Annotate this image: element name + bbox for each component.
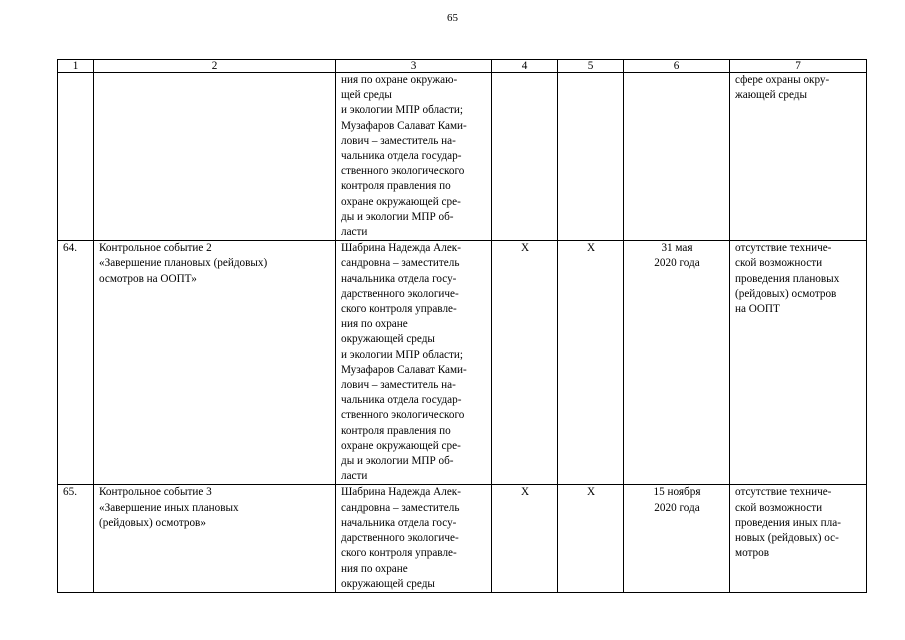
event-cell: [94, 485, 336, 592]
column-header-1: 1: [58, 60, 94, 73]
responsible-line: начальника отдела госу-: [341, 272, 457, 285]
risk-line: мотров: [735, 547, 770, 560]
column-header-2: 2: [94, 60, 336, 73]
responsible-line: ния по охране: [341, 562, 408, 575]
event-cell: [94, 73, 336, 241]
responsible-line: и экологии МПР области;: [341, 104, 463, 117]
risk-cell: [730, 73, 867, 241]
date-line: 31 мая: [661, 242, 693, 255]
col4-cell: Х: [492, 485, 558, 592]
responsible-line: дарственного экологиче-: [341, 532, 459, 545]
column-number-row: [58, 60, 867, 73]
column-header-6: 6: [624, 60, 730, 73]
event-line: Контрольное событие 2: [99, 242, 212, 255]
responsible-line: ского контроля управле-: [341, 547, 457, 560]
responsible-line: Музафаров Салават Ками-: [341, 119, 467, 132]
date-cell: [624, 73, 730, 241]
col4-cell: Х: [492, 241, 558, 485]
responsible-line: контроля правления по: [341, 424, 451, 437]
date-cell: [624, 485, 730, 592]
responsible-line: ния по охране: [341, 318, 408, 331]
risk-line: проведения плановых: [735, 272, 840, 285]
responsible-line: и экологии МПР области;: [341, 348, 463, 361]
risk-line: сфере охраны окру-: [735, 74, 830, 86]
risk-line: на ООПТ: [735, 303, 780, 316]
responsible-line: Шабрина Надежда Алек-: [341, 486, 461, 499]
responsible-line: ды и экологии МПР об-: [341, 210, 454, 223]
event-line: осмотров на ООПТ»: [99, 272, 197, 285]
responsible-line: Музафаров Салават Ками-: [341, 363, 467, 376]
column-header-4: 4: [492, 60, 558, 73]
responsible-line: сандровна – заместитель: [341, 257, 460, 270]
event-cell: [94, 241, 336, 485]
event-line: «Завершение иных плановых: [99, 501, 239, 514]
col5-cell: [558, 73, 624, 241]
row-number: [58, 73, 94, 241]
risk-cell: [730, 485, 867, 592]
responsible-line: лович – заместитель на-: [341, 379, 456, 392]
responsible-line: ственного экологического: [341, 409, 465, 422]
date-line: 15 ноября: [653, 486, 701, 499]
responsible-line: контроля правления по: [341, 180, 451, 193]
responsible-line: щей среды: [341, 89, 392, 102]
page-number: 65: [447, 12, 458, 24]
row-number: 65.: [58, 485, 94, 592]
risk-line: отсутствие техниче-: [735, 486, 832, 499]
responsible-line: дарственного экологиче-: [341, 287, 459, 300]
responsible-cell: [336, 241, 492, 485]
responsible-line: ласти: [341, 226, 368, 239]
row-number: 64.: [58, 241, 94, 485]
responsible-line: чальника отдела государ-: [341, 394, 462, 407]
responsible-line: охране окружающей сре-: [341, 195, 461, 208]
risk-line: ской возможности: [735, 501, 823, 514]
event-line: (рейдовых) осмотров»: [99, 516, 206, 529]
column-header-3: 3: [336, 60, 492, 73]
responsible-line: охране окружающей сре-: [341, 439, 461, 452]
table-row-64: [58, 241, 867, 485]
col5-cell: Х: [558, 241, 624, 485]
responsible-line: Шабрина Надежда Алек-: [341, 242, 461, 255]
risk-line: отсутствие техниче-: [735, 242, 832, 255]
responsible-line: лович – заместитель на-: [341, 134, 456, 147]
responsible-line: окружающей среды: [341, 577, 435, 590]
risk-cell: [730, 241, 867, 485]
risk-line: жающей среды: [735, 89, 808, 102]
risk-line: проведения иных пла-: [735, 516, 841, 529]
date-line: 2020 года: [654, 501, 700, 514]
responsible-cell: [336, 73, 492, 241]
date-line: 2020 года: [654, 257, 700, 270]
risk-line: ской возможности: [735, 257, 823, 270]
responsible-line: окружающей среды: [341, 333, 435, 346]
responsible-line: ды и экологии МПР об-: [341, 455, 454, 468]
table-row-65: [58, 485, 867, 592]
event-line: Контрольное событие 3: [99, 486, 212, 499]
responsible-line: ласти: [341, 470, 368, 483]
column-header-7: 7: [730, 60, 867, 73]
col4-cell: [492, 73, 558, 241]
responsible-line: начальника отдела госу-: [341, 516, 457, 529]
responsible-line: сандровна – заместитель: [341, 501, 460, 514]
column-header-5: 5: [558, 60, 624, 73]
table-row-continuation: [58, 73, 867, 241]
risk-line: (рейдовых) осмотров: [735, 287, 837, 300]
plan-table: [57, 59, 867, 593]
responsible-line: ского контроля управле-: [341, 303, 457, 316]
responsible-cell: [336, 485, 492, 592]
col5-cell: Х: [558, 485, 624, 592]
responsible-line: чальника отдела государ-: [341, 150, 462, 163]
event-line: «Завершение плановых (рейдовых): [99, 257, 268, 270]
responsible-line: ния по охране окружаю-: [341, 74, 458, 86]
risk-line: новых (рейдовых) ос-: [735, 532, 839, 545]
date-cell: [624, 241, 730, 485]
responsible-line: ственного экологического: [341, 165, 465, 178]
